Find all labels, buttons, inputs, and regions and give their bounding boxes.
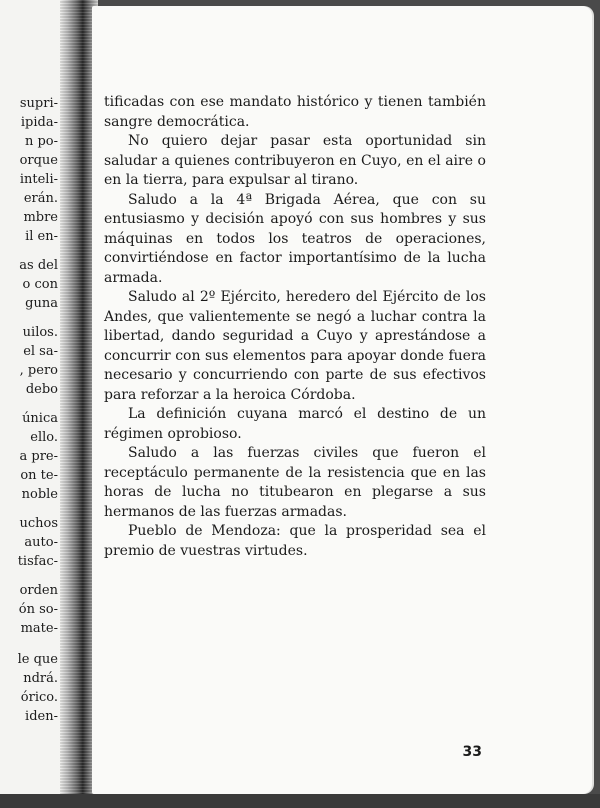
left-page-line: ello. [30,430,58,445]
left-page-line: as del [19,258,58,273]
left-page-line: iden- [25,709,58,724]
left-page-line: tisfac- [17,554,58,569]
left-page-line: única [22,411,58,426]
left-page-line: uchos [19,516,58,531]
left-page-line: órico. [20,690,58,705]
left-page-line: mate- [20,621,58,636]
left-page-line: orden [19,583,58,598]
left-page-line: il en- [25,229,58,244]
paragraph: La definición cuyana marcó el destino de un régimen oprobioso. [104,406,486,442]
paragraph: Saludo a las fuerzas civiles que fueron el receptáculo permanente de la resistencia que en las horas de lucha no titubearon en plegarse a sus hermanos de las fuerzas armadas. [104,445,486,520]
left-page-line: mbre [23,210,58,225]
left-page-line: supri- [19,96,58,111]
left-page-line: , pero [19,363,58,378]
left-page-line: inteli- [19,172,58,187]
paragraph: Saludo al 2º Ejército, heredero del Ejército de los Andes, que valientemente se negó a luchar contra la libertad, dando seguridad a Cuyo y aprestándose a concurrir con sus elementos para apoyar donde fuera necesario y concurriendo con parte de sus efectivos para reforzar a la heroica Córdoba. [104,289,486,403]
left-page-line: noble [21,487,58,502]
left-page-line: ipida- [20,115,58,130]
left-page-line: a pre- [19,449,58,464]
left-page-line: guna [25,296,58,311]
left-page-line: orque [19,153,58,168]
left-page-line: le que [17,652,58,667]
paragraph: Saludo a la 4ª Brigada Aérea, que con su entusiasmo y decisión apoyó con sus hombres y sus máquinas en todos los teatros de operaciones, convirtiéndose en factor importantísimo de la lucha armada. [104,191,486,286]
left-page-line: auto- [24,535,58,550]
left-page-line: on te- [20,468,58,483]
left-page-line: debo [25,382,58,397]
bottom-shadow [0,794,600,808]
main-text-block [104,93,486,561]
left-page-line: el sa- [23,344,58,359]
paragraph: tificadas con ese mandato histórico y tienen también sangre democrática. [104,94,486,130]
left-page-line: ndrá. [23,671,58,686]
left-page-line: erán. [23,191,58,206]
page-number: 33 [462,744,482,760]
left-page-line: o con [22,277,58,292]
paragraph: Pueblo de Mendoza: que la prosperidad sea el premio de vuestras virtudes. [104,523,486,559]
paragraph: No quiero dejar pasar esta oportunidad sin saludar a quienes contribuyeron en Cuyo, en el aire o en la tierra, para expulsar al tirano. [104,133,486,188]
left-page-line: ón so- [18,602,58,617]
left-page-line: uilos. [22,325,58,340]
left-page-line: n po- [24,134,58,149]
